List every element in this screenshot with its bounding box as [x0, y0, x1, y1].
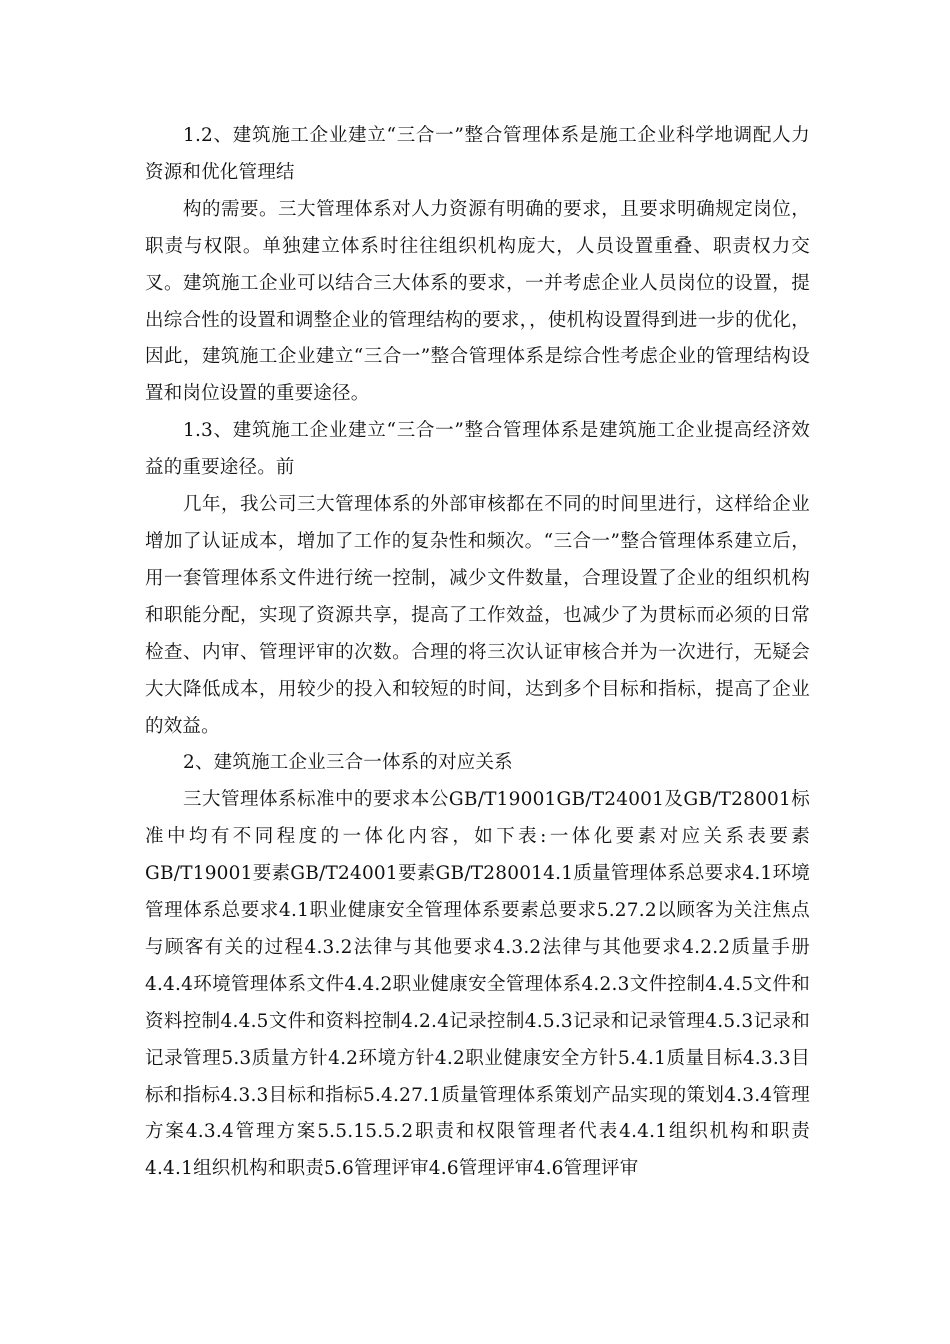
paragraph-1-3-body: 几年，我公司三大管理体系的外部审核都在不同的时间里进行，这样给企业增加了认证成本，增加了工作的复杂性和频次。“三合一”整合管理体系建立后，用一套管理体系文件进行统一控制，减少文件数量，合理设置了企业的组织机构和职能分配，实现了资源共享，提高了工作效益，也减少了为贯标而必须的日常检查、内审、管理评审的次数。合理的将三次认证审核合并为一次进行，无疑会大大降低成本，用较少的投入和较短的时间，达到多个目标和指标，提高了企业的效益。 — [145, 494, 810, 737]
paragraph-1-3-heading: 1.3、建筑施工企业建立“三合一”整合管理体系是建筑施工企业提高经济效益的重要途径。前 — [145, 420, 810, 479]
section-2-heading: 2、建筑施工企业三合一体系的对应关系 — [183, 752, 513, 774]
paragraph-1-2-body: 构的需要。三大管理体系对人力资源有明确的要求，且要求明确规定岗位，职责与权限。单独建立体系时往往组织机构庞大，人员设置重叠、职责权力交叉。建筑施工企业可以结合三大体系的要求，一并考虑企业人员岗位的设置，提出综合性的设置和调整企业的管理结构的要求，，使机构设置得到进一步的优化，因此，建筑施工企业建立“三合一”整合管理体系是综合性考虑企业的管理结构设置和岗位设置的重要途径。 — [145, 198, 810, 405]
document-body — [145, 118, 810, 1188]
paragraph-1-2-heading: 1.2、建筑施工企业建立“三合一”整合管理体系是施工企业科学地调配人力资源和优化管理结 — [145, 125, 810, 183]
section-2-body: 三大管理体系标准中的要求本公GB/T19001GB/T24001及GB/T28001标准中均有不同程度的一体化内容，如下表:一体化要素对应关系表要素GB/T19001要素GB/T24001要素GB/T280014.1质量管理体系总要求4.1环境管理体系总要求4.1职业健康安全管理体系要素总要求5.27.2以顾客为关注焦点与顾客有关的过程4.3.2法律与其他要求4.3.2法律与其他要求4.2.2质量手册4.4.4环境管理体系文件4.4.2职业健康安全管理体系4.2.3文件控制4.4.5文件和资料控制4.4.5文件和资料控制4.2.4记录控制4.5.3记录和记录管理4.5.3记录和记录管理5.3质量方针4.2环境方针4.2职业健康安全方针5.4.1质量目标4.3.3目标和指标4.3.3目标和指标5.4.27.1质量管理体系策划产品实现的策划4.3.4管理方案4.3.4管理方案5.5.15.5.2职责和权限管理者代表4.4.1组织机构和职责4.4.1组织机构和职责5.6管理评审4.6管理评审4.6管理评审 — [145, 789, 810, 1180]
